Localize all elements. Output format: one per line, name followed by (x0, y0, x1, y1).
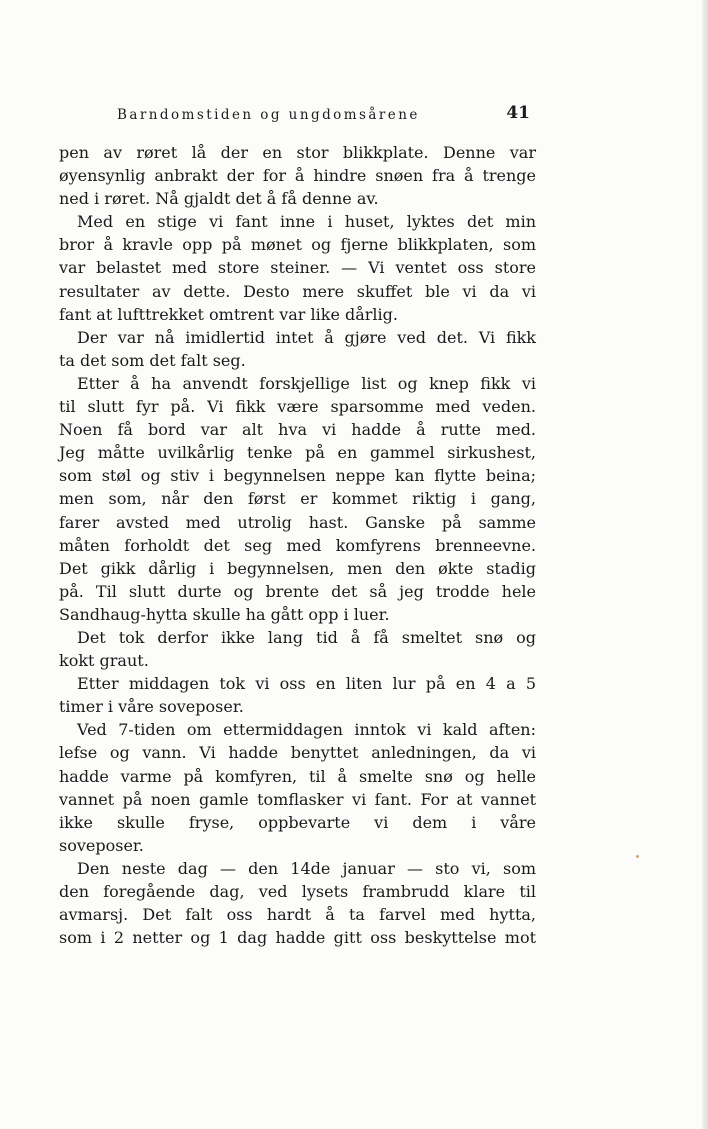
page-number: 41 (506, 103, 530, 123)
running-head: Barndomstiden og ungdomsårene (117, 107, 420, 123)
text-line: ned i røret. Nå gjaldt det å få denne av. (59, 189, 379, 209)
text-line: Etter å ha anvendt forskjellige list og knep fikk vi (77, 373, 536, 393)
text-line: fant at lufttrekket omtrent var like dårlig. (59, 304, 398, 324)
text-line: Sandhaug-hytta skulle ha gått opp i luer. (59, 604, 390, 624)
text-line: den foregående dag, ved lysets frambrudd klare til (59, 882, 536, 901)
text-line: timer i våre soveposer. (59, 697, 244, 717)
text-line: på. Til slutt durte og brente det så jeg trodde hele (59, 581, 536, 601)
text-line: øyensynlig anbrakt der for å hindre snøen fra å trenge (59, 166, 536, 186)
text-line: Med en stige vi fant inne i huset, lyktes det min (77, 212, 536, 232)
text-line: pen av røret lå der en stor blikkplate. Denne var (59, 143, 536, 162)
text-line: Ved 7-tiden om ettermiddagen inntok vi kald aften: (77, 720, 536, 740)
text-line: Det gikk dårlig i begynnelsen, men den økte stadig (59, 558, 536, 578)
text-line: til slutt fyr på. Vi fikk være sparsomme med veden. (59, 397, 536, 417)
text-line: som støl og stiv i begynnelsen neppe kan flytte beina; (59, 466, 536, 486)
page-header (117, 103, 532, 129)
text-line: Jeg måtte uvilkårlig tenke på en gammel sirkushest, (59, 443, 536, 463)
text-line: Der var nå imidlertid intet å gjøre ved det. Vi fikk (77, 327, 536, 347)
text-line: var belastet med store steiner. — Vi ventet oss store (59, 258, 536, 278)
text-line: soveposer. (59, 835, 144, 855)
text-line: avmarsj. Det falt oss hardt å ta farvel med hytta, (59, 905, 536, 925)
ink-speck (636, 855, 639, 858)
text-line: hadde varme på komfyren, til å smelte snø og helle (59, 766, 536, 786)
text-line: kokt graut. (59, 651, 149, 671)
text-line: vannet på noen gamle tomflasker vi fant. For at vannet (59, 789, 536, 809)
text-line: Etter middagen tok vi oss en liten lur på en 4 a 5 (77, 674, 536, 694)
text-line: måten forholdt det seg med komfyrens brenneevne. (59, 535, 536, 555)
page-edge (702, 0, 708, 1129)
text-line: ta det som det falt seg. (59, 350, 246, 370)
text-line: Det tok derfor ikke lang tid å få smeltet snø og (77, 627, 536, 647)
body-text (59, 141, 536, 949)
text-line: bror å kravle opp på mønet og fjerne blikkplaten, som (59, 235, 536, 255)
text-line: men som, når den først er kommet riktig i gang, (59, 489, 536, 509)
text-line: Noen få bord var alt hva vi hadde å rutte med. (59, 420, 536, 440)
text-line: farer avsted med utrolig hast. Ganske på samme (59, 512, 536, 532)
text-line: som i 2 netter og 1 dag hadde gitt oss beskyttelse mot (59, 928, 536, 948)
text-line: resultater av dette. Desto mere skuffet ble vi da vi (59, 281, 536, 301)
text-line: lefse og vann. Vi hadde benyttet anledningen, da vi (59, 743, 536, 763)
text-line: Den neste dag — den 14de januar — sto vi, som (77, 858, 536, 878)
text-line: ikke skulle fryse, oppbevarte vi dem i våre (59, 812, 536, 832)
